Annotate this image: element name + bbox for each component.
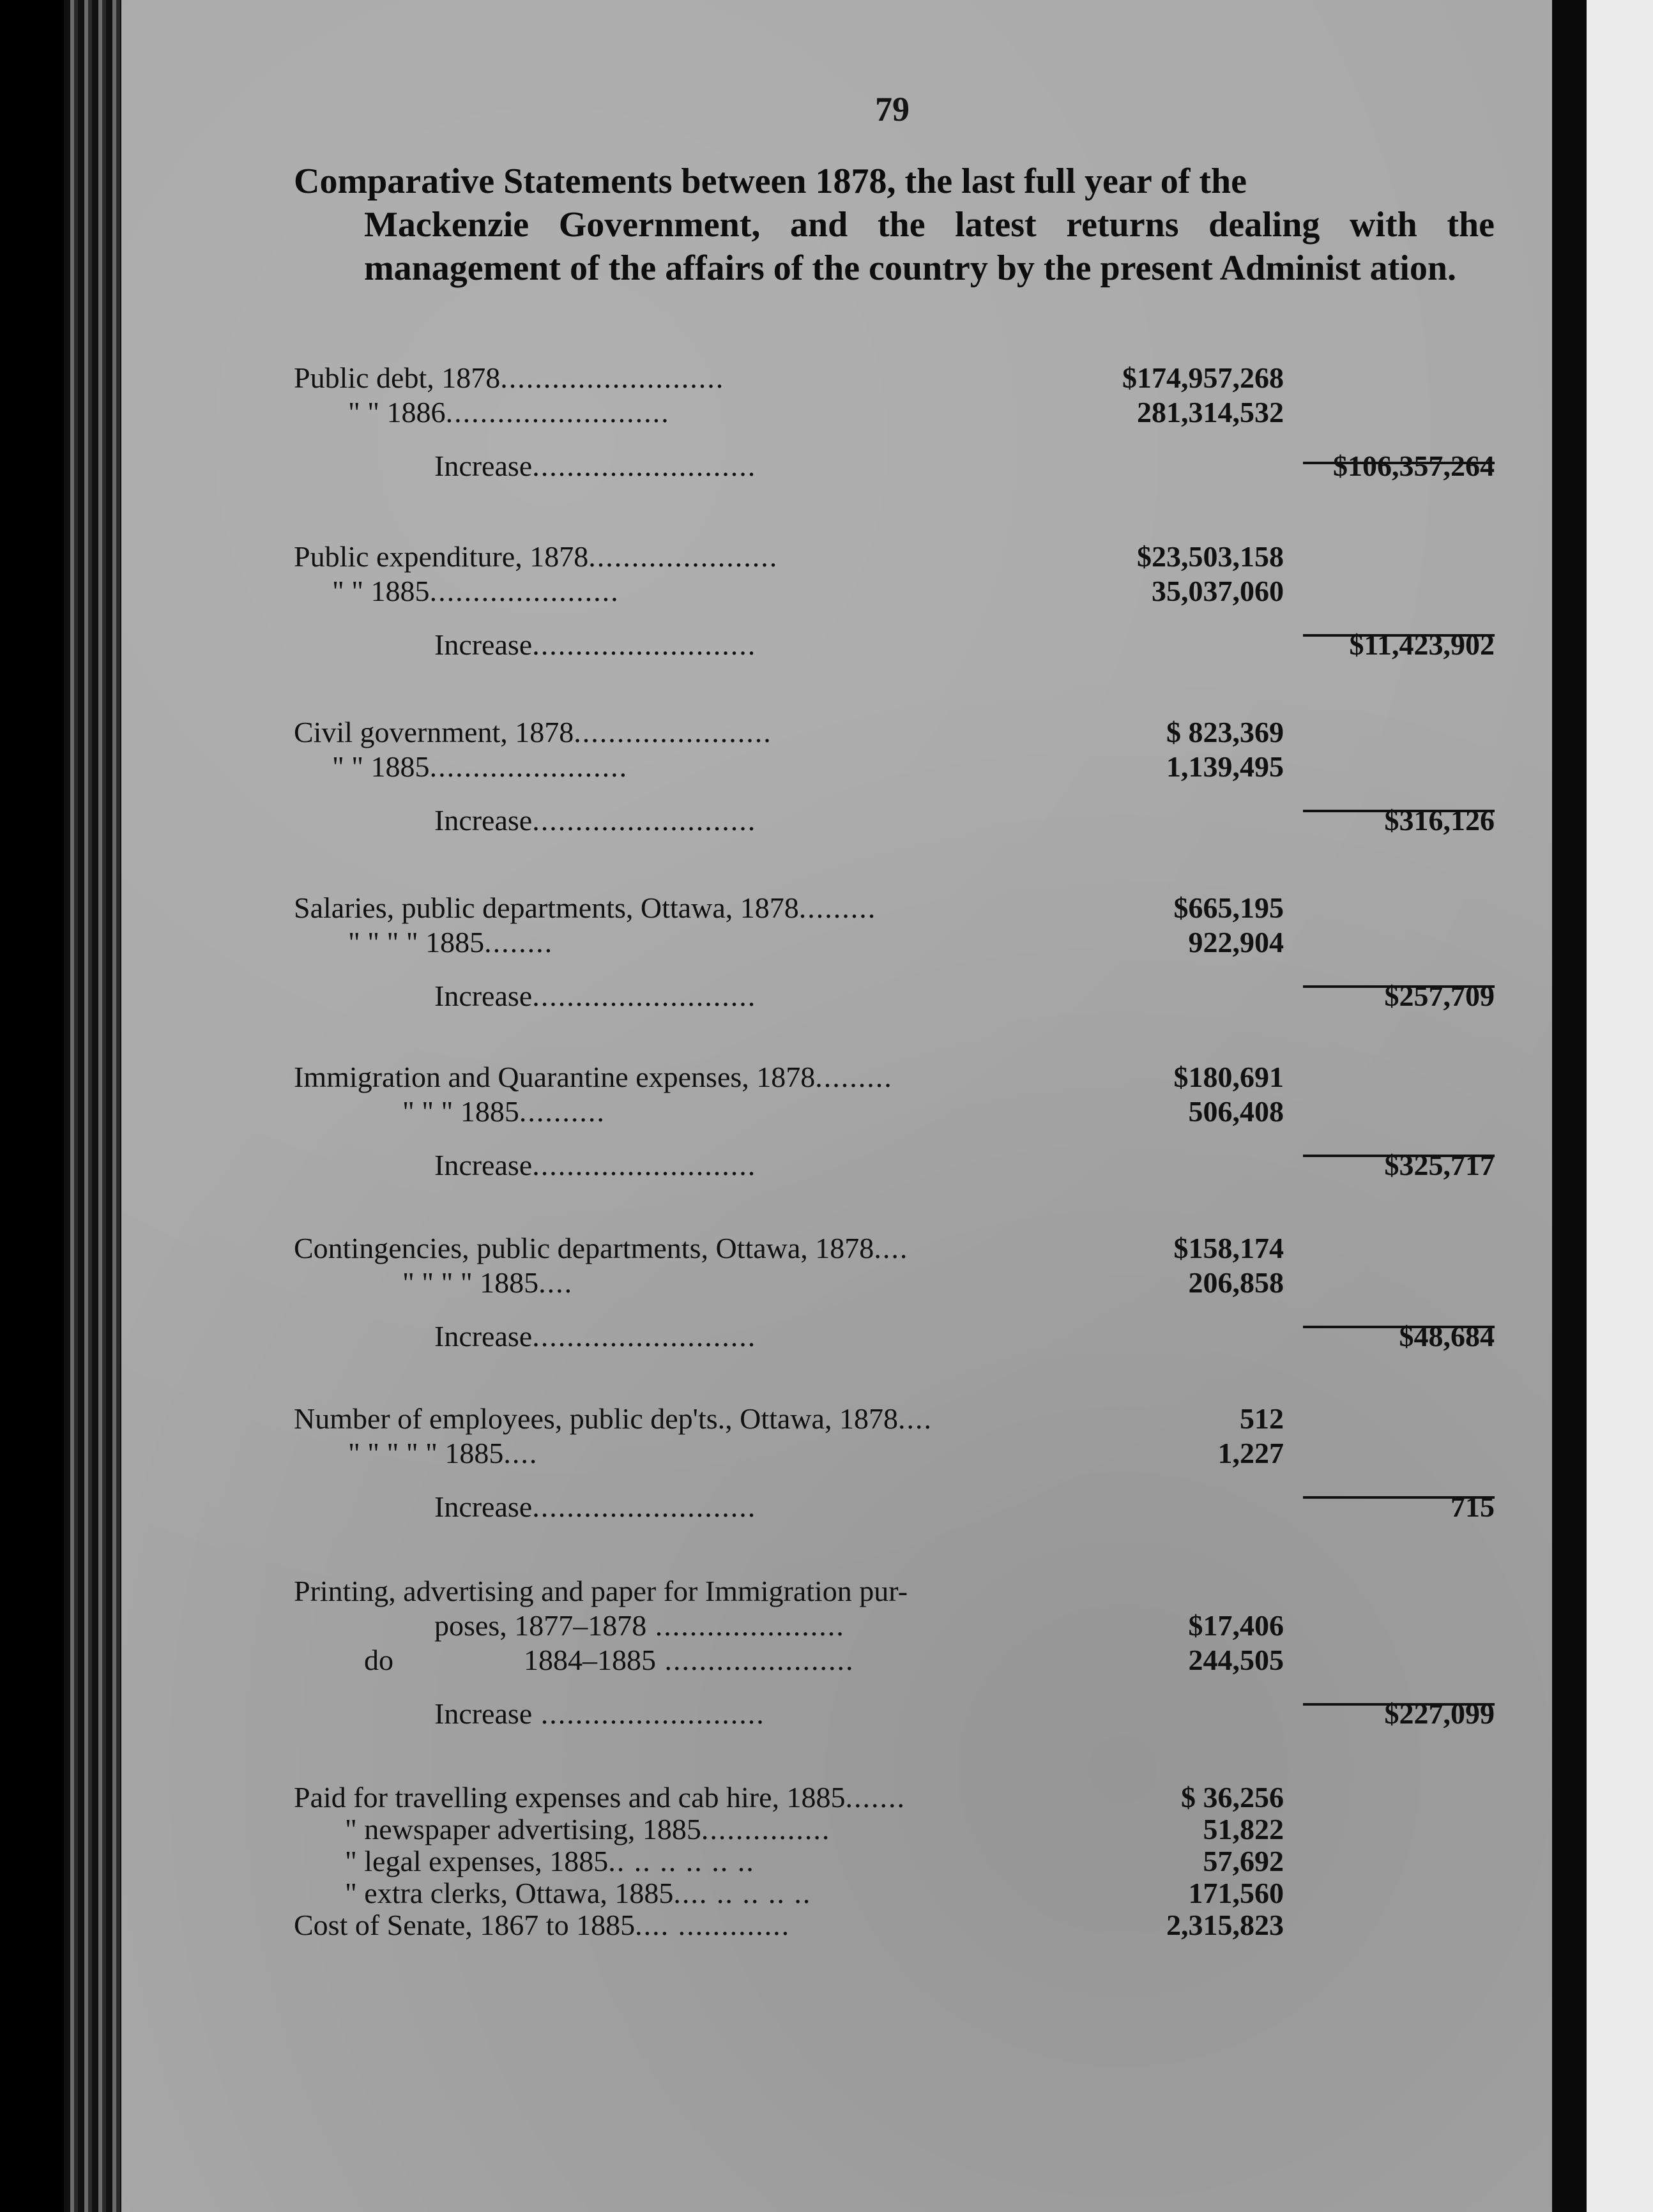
section-public-debt bbox=[294, 361, 1495, 483]
increase-row: Increase.......................... $257,709 bbox=[434, 980, 1495, 1012]
increase-value: $106,357,264 bbox=[1333, 450, 1495, 482]
statement-row: " legal expenses, 1885.. .. .. .. .. .. 57,692 bbox=[345, 1845, 1284, 1877]
row-label: Salaries, public departments, Ottawa, 1878 bbox=[294, 891, 799, 924]
increase-row: Increase.......................... $11,423,902 bbox=[434, 628, 1495, 661]
row-label: Civil government, 1878 bbox=[294, 716, 574, 748]
row-label: poses, 1877–1878 bbox=[434, 1609, 647, 1642]
row-label: Number of employees, public dep'ts., Ottawa, 1878 bbox=[294, 1402, 898, 1435]
row-value: 512 bbox=[1240, 1402, 1284, 1435]
statement-row: " " " 1885.......... 506,408 bbox=[402, 1095, 1284, 1128]
statement-row: Contingencies, public departments, Ottawa, 1878.... $158,174 bbox=[294, 1232, 1284, 1264]
statement-row: " " " " " 1885.... 1,227 bbox=[348, 1437, 1284, 1469]
increase-value: $11,423,902 bbox=[1349, 628, 1495, 661]
row-value: 57,692 bbox=[1203, 1845, 1284, 1877]
increase-row: Increase.......................... 715 bbox=[434, 1490, 1495, 1523]
row-value: 922,904 bbox=[1188, 926, 1284, 958]
increase-row: Increase.......................... $325,717 bbox=[434, 1149, 1495, 1181]
row-value: 244,505 bbox=[1188, 1644, 1284, 1676]
increase-label: Increase bbox=[434, 1320, 533, 1352]
row-value: $174,957,268 bbox=[1122, 361, 1284, 394]
row-value: 281,314,532 bbox=[1137, 396, 1284, 428]
increase-label: Increase bbox=[434, 1149, 533, 1181]
scan-border bbox=[1552, 0, 1587, 2212]
statement-row: do 1884–1885 ...................... 244,505 bbox=[364, 1644, 1284, 1676]
increase-value: $48,684 bbox=[1399, 1320, 1495, 1352]
row-value: 1,227 bbox=[1217, 1437, 1284, 1469]
row-label: " " " " 1885 bbox=[402, 1266, 539, 1299]
row-value: 1,139,495 bbox=[1166, 750, 1284, 783]
row-value: 2,315,823 bbox=[1166, 1909, 1284, 1941]
section-immigration bbox=[294, 1060, 1495, 1183]
increase-row: Increase .......................... $227,099 bbox=[434, 1697, 1495, 1730]
increase-label: Increase bbox=[434, 804, 533, 837]
section-civil-government bbox=[294, 715, 1495, 838]
section-printing bbox=[294, 1574, 1495, 1731]
increase-label: Increase bbox=[434, 450, 533, 482]
increase-value: $316,126 bbox=[1384, 804, 1495, 837]
row-value: $23,503,158 bbox=[1137, 540, 1284, 573]
row-label: " " " " " 1885 bbox=[348, 1437, 504, 1469]
row-value: $665,195 bbox=[1173, 891, 1284, 924]
row-label: Cost of Senate, 1867 to 1885 bbox=[294, 1909, 636, 1941]
row-label: " " " " 1885 bbox=[348, 926, 485, 958]
row-value: 51,822 bbox=[1203, 1813, 1284, 1845]
row-value: 506,408 bbox=[1188, 1095, 1284, 1128]
increase-row: Increase.......................... $106,357,264 bbox=[434, 450, 1495, 482]
statement-row: " " 1885....................... 1,139,495 bbox=[332, 750, 1284, 783]
increase-value: 715 bbox=[1451, 1490, 1495, 1523]
increase-row: Increase.......................... $48,684 bbox=[434, 1320, 1495, 1352]
row-label: Public debt, 1878 bbox=[294, 361, 501, 394]
page-number: 79 bbox=[875, 90, 910, 128]
statement-row: Cost of Senate, 1867 to 1885.... ............. 2,315,823 bbox=[294, 1909, 1284, 1941]
row-value: $17,406 bbox=[1188, 1609, 1284, 1642]
row-value: $158,174 bbox=[1173, 1232, 1284, 1264]
row-label: " newspaper advertising, 1885 bbox=[345, 1813, 701, 1845]
statement-row: poses, 1877–1878 ...................... $17,406 bbox=[434, 1609, 1284, 1642]
row-label: " extra clerks, Ottawa, 1885 bbox=[345, 1877, 674, 1909]
row-label: Immigration and Quarantine expenses, 1878 bbox=[294, 1061, 816, 1093]
increase-value: $227,099 bbox=[1384, 1697, 1495, 1730]
row-label: " legal expenses, 1885 bbox=[345, 1845, 609, 1877]
increase-label: Increase bbox=[434, 1490, 533, 1523]
increase-label: Increase bbox=[434, 1697, 533, 1730]
row-label: Paid for travelling expenses and cab hire, 1885 bbox=[294, 1781, 846, 1814]
statement-row: Civil government, 1878....................... $ 823,369 bbox=[294, 716, 1284, 748]
section-misc bbox=[294, 1782, 1495, 1941]
row-label: " " 1885 bbox=[332, 750, 430, 783]
increase-value: $257,709 bbox=[1384, 980, 1495, 1012]
row-label: Contingencies, public departments, Ottawa, 1878 bbox=[294, 1232, 874, 1264]
statement-row: " " " " 1885.... 206,858 bbox=[402, 1266, 1284, 1299]
facing-page-edge bbox=[1587, 0, 1653, 2212]
increase-label: Increase bbox=[434, 628, 533, 661]
row-value: 171,560 bbox=[1188, 1877, 1284, 1909]
section-contingencies bbox=[294, 1231, 1495, 1354]
row-label: " " " 1885 bbox=[402, 1095, 519, 1128]
row-value: 35,037,060 bbox=[1152, 575, 1284, 607]
statement-row: Immigration and Quarantine expenses, 1878......... $180,691 bbox=[294, 1061, 1284, 1093]
row-value: 206,858 bbox=[1188, 1266, 1284, 1299]
heading-line-1: Comparative Statements between 1878, the last full year of the bbox=[294, 162, 1247, 201]
row-label: " " 1886 bbox=[348, 396, 446, 428]
statement-row: Public debt, 1878.......................... $174,957,268 bbox=[294, 361, 1284, 394]
row-value: $ 36,256 bbox=[1181, 1781, 1284, 1814]
increase-row: Increase.......................... $316,126 bbox=[434, 804, 1495, 837]
row-value: $180,691 bbox=[1173, 1061, 1284, 1093]
page-heading bbox=[294, 160, 1495, 290]
statement-row: " " 1886.......................... 281,314,532 bbox=[348, 396, 1284, 428]
statement-row bbox=[294, 1574, 1495, 1609]
statement-row: " newspaper advertising, 1885............... 51,822 bbox=[345, 1813, 1284, 1845]
section-public-expenditure bbox=[294, 540, 1495, 662]
row-label: 1884–1885 bbox=[524, 1644, 656, 1676]
statement-row: " " " " 1885........ 922,904 bbox=[348, 926, 1284, 958]
section-salaries bbox=[294, 891, 1495, 1013]
row-label: Public expenditure, 1878 bbox=[294, 540, 589, 573]
statement-row: Public expenditure, 1878...................... $23,503,158 bbox=[294, 540, 1284, 573]
increase-value: $325,717 bbox=[1384, 1149, 1495, 1181]
heading-rest: Mackenzie Government, and the latest returns dealing with the management of the affairs of the country by the present Administ ation. bbox=[364, 205, 1495, 288]
ditto-do: do bbox=[364, 1644, 393, 1676]
section-employees bbox=[294, 1402, 1495, 1524]
statement-row: " " 1885...................... 35,037,060 bbox=[332, 575, 1284, 607]
statement-row: Paid for travelling expenses and cab hire, 1885....... $ 36,256 bbox=[294, 1781, 1284, 1814]
row-value: $ 823,369 bbox=[1166, 716, 1284, 748]
row-label: Printing, advertising and paper for Immigration pur- bbox=[294, 1575, 908, 1607]
increase-label: Increase bbox=[434, 980, 533, 1012]
statement-row: Salaries, public departments, Ottawa, 1878......... $665,195 bbox=[294, 891, 1284, 924]
row-label: " " 1885 bbox=[332, 575, 430, 607]
statement-row: Number of employees, public dep'ts., Ottawa, 1878.... 512 bbox=[294, 1402, 1284, 1435]
statement-row: " extra clerks, Ottawa, 1885.... .. .. .. .. 171,560 bbox=[345, 1877, 1284, 1909]
